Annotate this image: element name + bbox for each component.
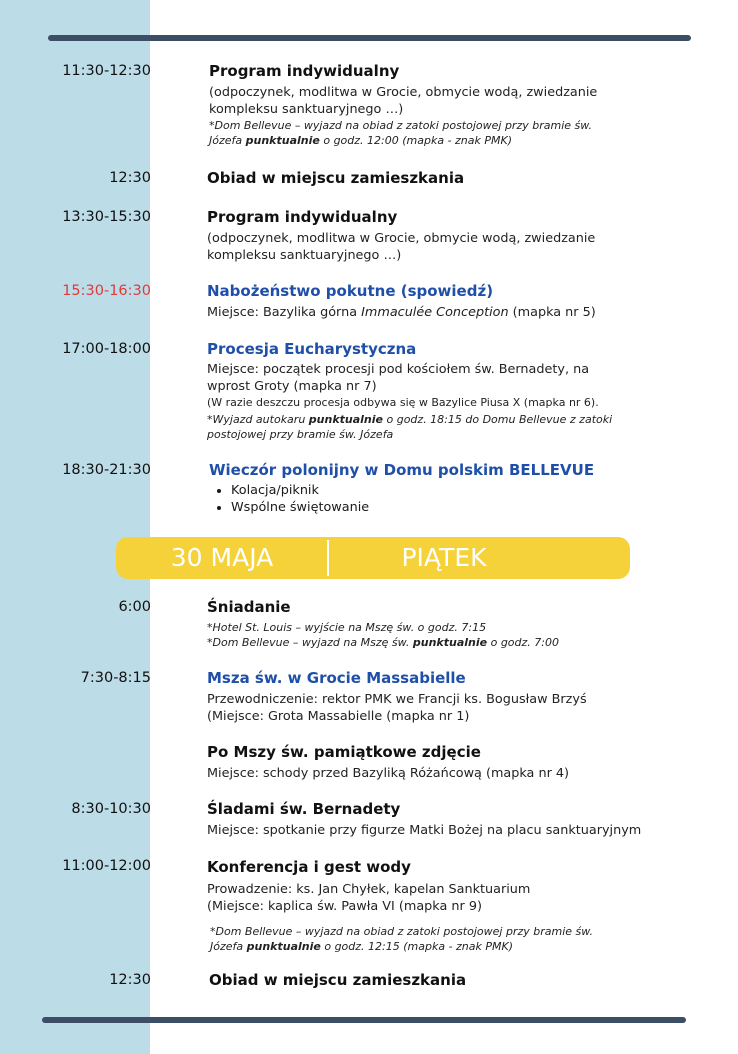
time-label: 11:30-12:30 [62,63,151,79]
item-line: wprost Groty (mapka nr 7) [207,379,377,394]
schedule-item [207,207,687,264]
item-line: (odpoczynek, modlitwa w Grocie, obmycie wodą, zwiedzanie [209,85,598,100]
item-line: kompleksu sanktuaryjnego …) [207,248,402,263]
item-title: Program indywidualny [207,208,398,226]
time-label: 12:30 [109,170,151,186]
item-rain-note: (W razie deszczu procesja odbywa się w Bazylice Piusa X (mapka nr 6). [207,396,599,409]
schedule-item [207,857,687,954]
schedule-item [209,970,689,990]
item-line: (Miejsce: kaplica św. Pawła VI (mapka nr 9) [207,899,482,914]
bottom-divider [42,1017,686,1023]
item-line: Prowadzenie: ks. Jan Chyłek, kapelan Sanktuarium [207,882,531,897]
item-title: Procesja Eucharystyczna [207,340,417,358]
item-title: Konferencja i gest wody [207,858,411,876]
item-line: kompleksu sanktuaryjnego …) [209,102,404,117]
schedule-item [207,168,687,188]
item-title: Msza św. w Grocie Massabielle [207,669,466,687]
item-note: Józefa punktualnie o godz. 12:00 (mapka - znak PMK) [209,134,513,147]
schedule-item [207,799,687,839]
schedule-item [209,61,689,148]
time-label: 11:00-12:00 [62,858,151,874]
item-note: Józefa punktualnie o godz. 12:15 (mapka - znak PMK) [210,940,514,953]
schedule-item [209,460,689,516]
item-title: Po Mszy św. pamiątkowe zdjęcie [207,743,481,761]
schedule-item [207,668,687,725]
item-note: *Wyjazd autokaru punktualnie o godz. 18:15 do Domu Bellevue z zatoki [207,413,613,426]
item-line: Miejsce: spotkanie przy figurze Matki Bożej na placu sanktuaryjnym [207,823,642,838]
item-line: (odpoczynek, modlitwa w Grocie, obmycie wodą, zwiedzanie [207,231,596,246]
item-line: (Miejsce: Grota Massabielle (mapka nr 1) [207,709,470,724]
day-date: 30 MAJA [170,543,274,572]
list-item: • Wspólne świętowanie [231,499,689,516]
item-title: Program indywidualny [209,62,400,80]
schedule-item [207,597,687,650]
item-title: Obiad w miejscu zamieszkania [207,169,465,187]
schedule-item [207,339,687,442]
list-item: • Kolacja/piknik [231,482,689,499]
time-label: 12:30 [109,972,151,988]
time-label: 15:30-16:30 [62,283,151,299]
time-label: 17:00-18:00 [62,341,151,357]
time-label: 18:30-21:30 [62,462,151,478]
day-header [116,537,630,579]
schedule-item [207,742,687,782]
time-label: 6:00 [118,599,151,615]
item-note: *Dom Bellevue – wyjazd na obiad z zatoki postojowej przy bramie św. [210,925,594,938]
item-title: Wieczór polonijny w Domu polskim BELLEVUE [209,461,595,479]
day-weekday: PIĄTEK [401,543,487,572]
item-note: postojowej przy bramie św. Józefa [207,428,394,441]
item-line: Miejsce: początek procesji pod kościołem św. Bernadety, na [207,362,590,377]
item-title: Obiad w miejscu zamieszkania [209,971,467,989]
item-note: *Dom Bellevue – wyjazd na obiad z zatoki postojowej przy bramie św. [209,119,593,132]
time-label: 7:30-8:15 [80,670,151,686]
item-title: Nabożeństwo pokutne (spowiedź) [207,282,494,300]
side-band [0,0,150,1054]
schedule-item [207,281,687,321]
bullet-list [209,482,689,516]
item-note: *Hotel St. Louis – wyjście na Mszę św. o godz. 7:15 [207,621,487,634]
item-line: Miejsce: schody przed Bazyliką Różańcową (mapka nr 4) [207,766,570,781]
item-note: *Dom Bellevue – wyjazd na Mszę św. punktualnie o godz. 7:00 [207,636,559,649]
item-title: Śladami św. Bernadety [207,800,401,818]
item-title: Śniadanie [207,598,291,616]
top-divider [48,35,691,41]
time-label: 13:30-15:30 [62,209,151,225]
time-label: 8:30-10:30 [71,801,151,817]
item-line: Przewodniczenie: rektor PMK we Francji ks. Bogusław Brzyś [207,692,587,707]
item-place: Miejsce: Bazylika górna Immaculée Conception (mapka nr 5) [207,305,596,320]
